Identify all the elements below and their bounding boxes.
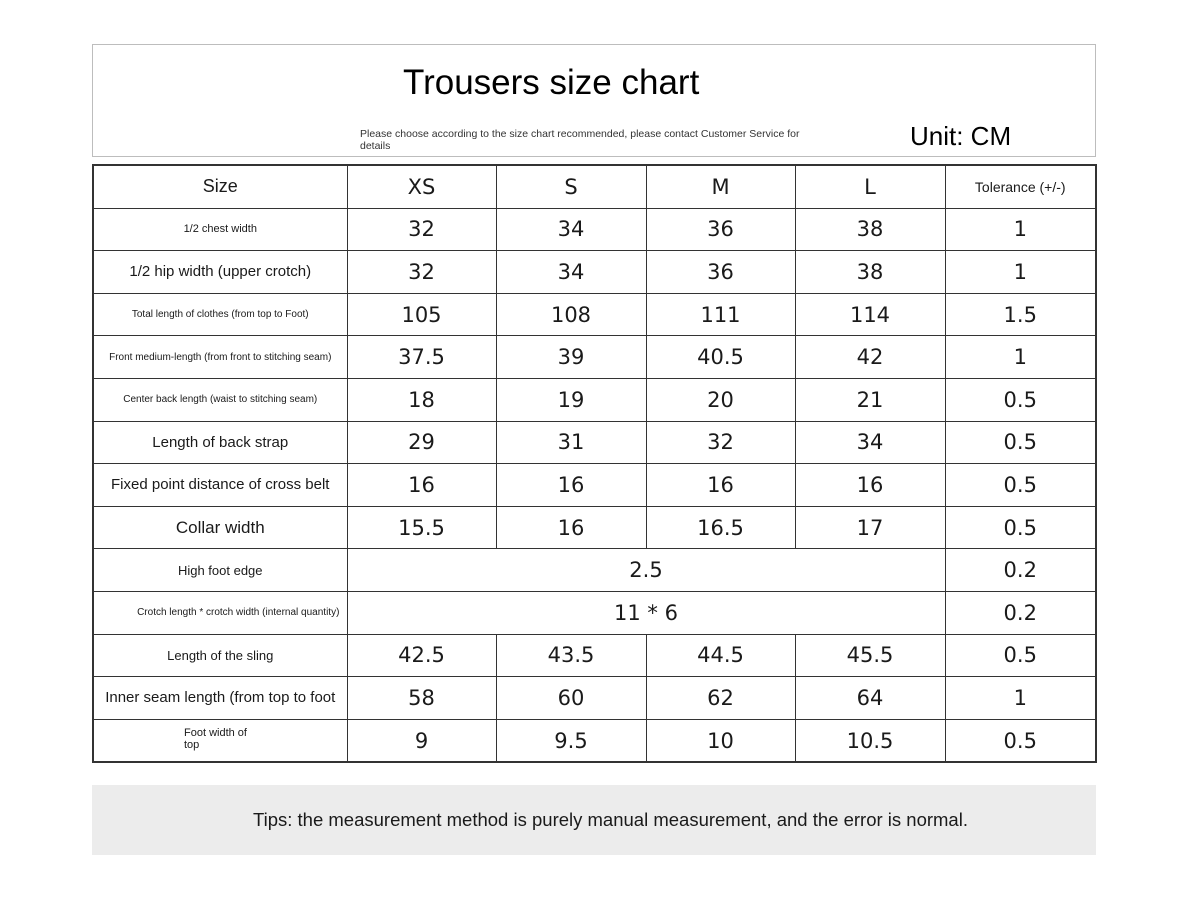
row-label: Inner seam length (from top to foot — [93, 677, 347, 720]
table-cell: 36 — [646, 208, 795, 251]
column-header-l: L — [795, 165, 945, 208]
row-label: Collar width — [93, 506, 347, 549]
table-row — [93, 506, 1096, 549]
table-cell: 16 — [646, 464, 795, 507]
table-cell: 111 — [646, 293, 795, 336]
table-cell: 16 — [795, 464, 945, 507]
table-row — [93, 549, 1096, 592]
page-title: Trousers size chart — [403, 63, 700, 102]
tolerance-cell: 0.5 — [945, 421, 1096, 464]
table-cell: 42.5 — [347, 634, 496, 677]
table-cell: 31 — [496, 421, 646, 464]
table-cell: 17 — [795, 506, 945, 549]
table-row — [93, 464, 1096, 507]
table-row — [93, 421, 1096, 464]
tolerance-cell: 0.5 — [945, 378, 1096, 421]
row-label: Length of the sling — [93, 634, 347, 677]
table-cell: 32 — [646, 421, 795, 464]
column-header-s: S — [496, 165, 646, 208]
table-cell: 34 — [795, 421, 945, 464]
unit-label: Unit: CM — [910, 121, 1012, 151]
table-cell: 9.5 — [496, 719, 646, 762]
column-header-xs: XS — [347, 165, 496, 208]
tolerance-cell: 1.5 — [945, 293, 1096, 336]
table-cell: 38 — [795, 208, 945, 251]
row-label: Fixed point distance of cross belt — [93, 464, 347, 507]
size-header: Size — [93, 165, 347, 208]
table-row — [93, 719, 1096, 762]
table-cell: 39 — [496, 336, 646, 379]
table-row — [93, 251, 1096, 294]
table-cell: 32 — [347, 251, 496, 294]
table-cell: 114 — [795, 293, 945, 336]
table-cell: 105 — [347, 293, 496, 336]
table-cell: 16.5 — [646, 506, 795, 549]
tolerance-cell: 0.5 — [945, 719, 1096, 762]
row-label-line: top — [184, 739, 200, 752]
table-cell: 40.5 — [646, 336, 795, 379]
tolerance-cell: 1 — [945, 251, 1096, 294]
header-box — [92, 44, 1096, 157]
row-label-multiline — [184, 727, 247, 751]
table-cell: 60 — [496, 677, 646, 720]
table-cell: 44.5 — [646, 634, 795, 677]
row-label: Total length of clothes (from top to Foot) — [93, 293, 347, 336]
tolerance-cell: 0.5 — [945, 506, 1096, 549]
table-cell: 45.5 — [795, 634, 945, 677]
row-label: 1/2 chest width — [93, 208, 347, 251]
table-cell: 37.5 — [347, 336, 496, 379]
row-label: Length of back strap — [93, 421, 347, 464]
table-cell: 9 — [347, 719, 496, 762]
row-label: Front medium-length (from front to stitching seam) — [93, 336, 347, 379]
row-label-line: Foot width of — [184, 727, 247, 740]
table-header-row — [93, 165, 1096, 208]
table-cell: 43.5 — [496, 634, 646, 677]
table-cell: 36 — [646, 251, 795, 294]
table-cell: 34 — [496, 208, 646, 251]
row-label: 1/2 hip width (upper crotch) — [93, 251, 347, 294]
table-cell: 16 — [496, 464, 646, 507]
subtitle-note: Please choose according to the size chart recommended, please contact Customer Service for details — [360, 128, 800, 152]
row-label — [93, 719, 347, 762]
row-label: Center back length (waist to stitching seam) — [93, 378, 347, 421]
table-cell: 58 — [347, 677, 496, 720]
tolerance-cell: 0.5 — [945, 464, 1096, 507]
table-row — [93, 208, 1096, 251]
tolerance-cell: 0.5 — [945, 634, 1096, 677]
tolerance-header: Tolerance (+/-) — [945, 165, 1096, 208]
table-cell: 16 — [496, 506, 646, 549]
table-cell: 38 — [795, 251, 945, 294]
table-row — [93, 293, 1096, 336]
tolerance-cell: 1 — [945, 208, 1096, 251]
merged-value-cell: 2.5 — [347, 549, 945, 592]
table-cell: 10 — [646, 719, 795, 762]
table-cell: 20 — [646, 378, 795, 421]
table-cell: 62 — [646, 677, 795, 720]
tolerance-cell: 0.2 — [945, 549, 1096, 592]
row-label: High foot edge — [93, 549, 347, 592]
table-cell: 10.5 — [795, 719, 945, 762]
row-label: Crotch length * crotch width (internal quantity) — [93, 591, 347, 634]
tolerance-cell: 1 — [945, 336, 1096, 379]
table-cell: 108 — [496, 293, 646, 336]
table-cell: 19 — [496, 378, 646, 421]
size-table — [92, 164, 1097, 763]
tolerance-cell: 0.2 — [945, 591, 1096, 634]
table-cell: 32 — [347, 208, 496, 251]
table-cell: 42 — [795, 336, 945, 379]
tips-text: Tips: the measurement method is purely manual measurement, and the error is normal. — [253, 809, 968, 830]
table-cell: 21 — [795, 378, 945, 421]
table-cell: 16 — [347, 464, 496, 507]
table-cell: 64 — [795, 677, 945, 720]
table-row — [93, 336, 1096, 379]
table-row — [93, 591, 1096, 634]
table-row — [93, 634, 1096, 677]
merged-value-cell: 11 * 6 — [347, 591, 945, 634]
tips-box — [92, 785, 1096, 855]
table-cell: 34 — [496, 251, 646, 294]
table-cell: 15.5 — [347, 506, 496, 549]
table-cell: 18 — [347, 378, 496, 421]
tolerance-cell: 1 — [945, 677, 1096, 720]
table-row — [93, 677, 1096, 720]
column-header-m: M — [646, 165, 795, 208]
table-row — [93, 378, 1096, 421]
table-cell: 29 — [347, 421, 496, 464]
